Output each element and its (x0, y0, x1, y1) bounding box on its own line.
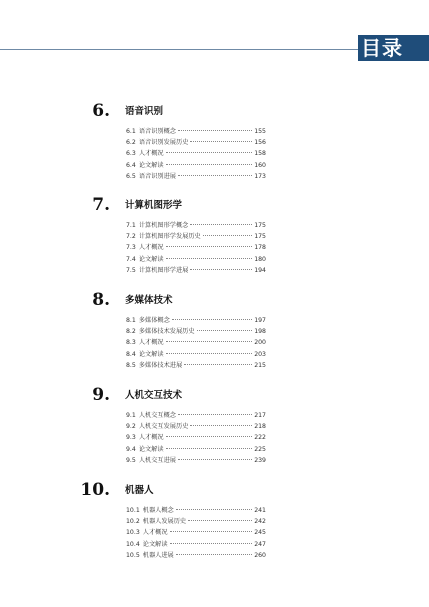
toc-entry[interactable] (126, 265, 266, 276)
entry-page-number: 156 (254, 139, 266, 147)
toc-entry[interactable] (126, 505, 266, 516)
entry-list (126, 505, 266, 561)
entry-number: 10.2 (126, 518, 140, 526)
entry-title: 多媒体概念 (138, 317, 170, 324)
entry-title: 人机交互概念 (138, 412, 176, 419)
dot-leader (178, 130, 252, 131)
entry-page-number: 175 (254, 233, 266, 241)
page-title: 目录 (358, 35, 429, 61)
entry-page-number: 203 (254, 350, 266, 358)
dot-leader (170, 543, 253, 544)
entry-number: 10.5 (126, 551, 140, 559)
toc-entry[interactable] (126, 349, 266, 360)
entry-list (126, 126, 266, 182)
entry-title: 论文解读 (138, 445, 164, 453)
entry-title: 计算机图形学概念 (138, 222, 189, 229)
toc-entry[interactable] (126, 539, 266, 550)
dot-leader (166, 246, 253, 247)
entry-number: 6.4 (126, 161, 136, 169)
dot-leader (176, 509, 252, 510)
entry-page-number: 180 (254, 255, 266, 263)
chapter-title[interactable]: 人机交互技术 (125, 390, 183, 401)
entry-page-number: 160 (254, 161, 266, 169)
entry-title: 机器人发展历史 (142, 518, 187, 526)
entry-page-number: 239 (254, 456, 266, 464)
chapter-title[interactable]: 计算机图形学 (125, 200, 183, 211)
entry-page-number: 242 (254, 518, 266, 526)
dot-leader (190, 269, 252, 270)
toc-entry[interactable] (126, 444, 266, 455)
entry-number: 7.5 (126, 266, 136, 274)
toc-entry[interactable] (126, 315, 266, 326)
entry-title: 机器人进展 (142, 551, 174, 559)
entry-number: 7.4 (126, 255, 136, 263)
toc-entry[interactable] (126, 516, 266, 527)
entry-number: 6.2 (126, 139, 136, 147)
chapter-number: 6. (92, 101, 110, 121)
entry-title: 论文解读 (138, 161, 164, 169)
entry-page-number: 222 (254, 434, 266, 442)
toc-entry[interactable] (126, 171, 266, 182)
page-header (0, 33, 429, 59)
entry-title: 语音识别进展 (138, 172, 176, 180)
dot-leader (166, 164, 253, 165)
toc-entry[interactable] (126, 337, 266, 348)
entry-title: 人才概况 (138, 244, 164, 252)
dot-leader (166, 353, 253, 354)
entry-page-number: 217 (254, 412, 266, 419)
entry-number: 10.4 (126, 540, 140, 548)
dot-leader (178, 414, 252, 415)
entry-page-number: 215 (254, 361, 266, 369)
entry-number: 7.2 (126, 233, 136, 241)
chapter-number: 9. (92, 385, 110, 405)
toc-entry[interactable] (126, 410, 266, 421)
entry-page-number: 218 (254, 423, 266, 431)
dot-leader (184, 364, 252, 365)
entry-list (126, 220, 266, 276)
entry-title: 语音识别概念 (138, 128, 176, 135)
dot-leader (166, 436, 253, 437)
entry-number: 6.3 (126, 150, 136, 158)
entry-number: 9.4 (126, 445, 136, 453)
dot-leader (178, 175, 252, 176)
entry-number: 9.3 (126, 434, 136, 442)
entry-number: 6.1 (126, 128, 136, 135)
dot-leader (166, 448, 253, 449)
entry-number: 8.4 (126, 350, 136, 358)
entry-page-number: 173 (254, 172, 266, 180)
dot-leader (166, 152, 253, 153)
entry-number: 8.1 (126, 317, 136, 324)
entry-title: 计算机图形学发展历史 (138, 233, 201, 241)
entry-page-number: 175 (254, 222, 266, 229)
entry-page-number: 178 (254, 244, 266, 252)
toc-entry[interactable] (126, 126, 266, 137)
dot-leader (166, 341, 253, 342)
entry-list (126, 410, 266, 466)
toc-entry[interactable] (126, 360, 266, 371)
toc-entry[interactable] (126, 254, 266, 265)
chapter-number: 7. (92, 195, 110, 215)
entry-page-number: 194 (254, 266, 266, 274)
toc-entry[interactable] (126, 455, 266, 466)
dot-leader (172, 319, 252, 320)
entry-page-number: 198 (254, 328, 266, 336)
toc-entry[interactable] (126, 432, 266, 443)
chapter-title[interactable]: 机器人 (125, 485, 154, 496)
entry-page-number: 225 (254, 445, 266, 453)
entry-title: 论文解读 (138, 255, 164, 263)
toc-entry[interactable] (126, 527, 266, 538)
entry-page-number: 200 (254, 339, 266, 347)
toc-entry[interactable] (126, 550, 266, 561)
dot-leader (178, 459, 252, 460)
entry-number: 6.5 (126, 172, 136, 180)
entry-number: 8.2 (126, 328, 136, 336)
entry-page-number: 245 (254, 529, 266, 537)
entry-title: 论文解读 (142, 540, 168, 548)
entry-title: 人才概况 (138, 434, 164, 442)
entry-title: 论文解读 (138, 350, 164, 358)
entry-title: 多媒体技术发展历史 (138, 328, 195, 336)
entry-number: 7.1 (126, 222, 136, 229)
entry-title: 机器人概念 (142, 507, 174, 514)
entry-title: 人才概况 (138, 150, 164, 158)
entry-page-number: 260 (254, 551, 266, 559)
chapter-number: 8. (92, 290, 110, 310)
toc-entry[interactable] (126, 148, 266, 159)
entry-page-number: 241 (254, 507, 266, 514)
toc-entry[interactable] (126, 326, 266, 337)
entry-page-number: 197 (254, 317, 266, 324)
chapter-number: 10. (80, 480, 110, 500)
entry-number: 9.2 (126, 423, 136, 431)
entry-page-number: 155 (254, 128, 266, 135)
entry-title: 计算机图形学进展 (138, 266, 189, 274)
toc-entry[interactable] (126, 242, 266, 253)
entry-number: 9.5 (126, 456, 136, 464)
dot-leader (203, 235, 252, 236)
entry-title: 多媒体技术进展 (138, 361, 183, 369)
entry-title: 语音识别发展历史 (138, 139, 189, 147)
entry-title: 人才概况 (142, 529, 168, 537)
chapter-title[interactable]: 语音识别 (125, 106, 164, 117)
entry-title: 人机交互进展 (138, 456, 176, 464)
entry-number: 8.5 (126, 361, 136, 369)
entry-page-number: 158 (254, 150, 266, 158)
entry-title: 人机交互发展历史 (138, 423, 189, 431)
dot-leader (190, 141, 252, 142)
toc-entry[interactable] (126, 137, 266, 148)
dot-leader (197, 330, 253, 331)
dot-leader (166, 258, 253, 259)
entry-title: 人才概况 (138, 339, 164, 347)
dot-leader (170, 531, 253, 532)
chapter-title[interactable]: 多媒体技术 (125, 295, 173, 306)
entry-number: 7.3 (126, 244, 136, 252)
toc-entry[interactable] (126, 231, 266, 242)
toc-entry[interactable] (126, 220, 266, 231)
entry-number: 10.1 (126, 507, 140, 514)
dot-leader (176, 554, 252, 555)
toc-entry[interactable] (126, 421, 266, 432)
entry-page-number: 247 (254, 540, 266, 548)
dot-leader (190, 425, 252, 426)
dot-leader (190, 224, 252, 225)
entry-list (126, 315, 266, 371)
toc-entry[interactable] (126, 160, 266, 171)
dot-leader (188, 520, 252, 521)
entry-number: 9.1 (126, 412, 136, 419)
entry-number: 10.3 (126, 529, 140, 537)
header-rule (0, 49, 359, 50)
entry-number: 8.3 (126, 339, 136, 347)
